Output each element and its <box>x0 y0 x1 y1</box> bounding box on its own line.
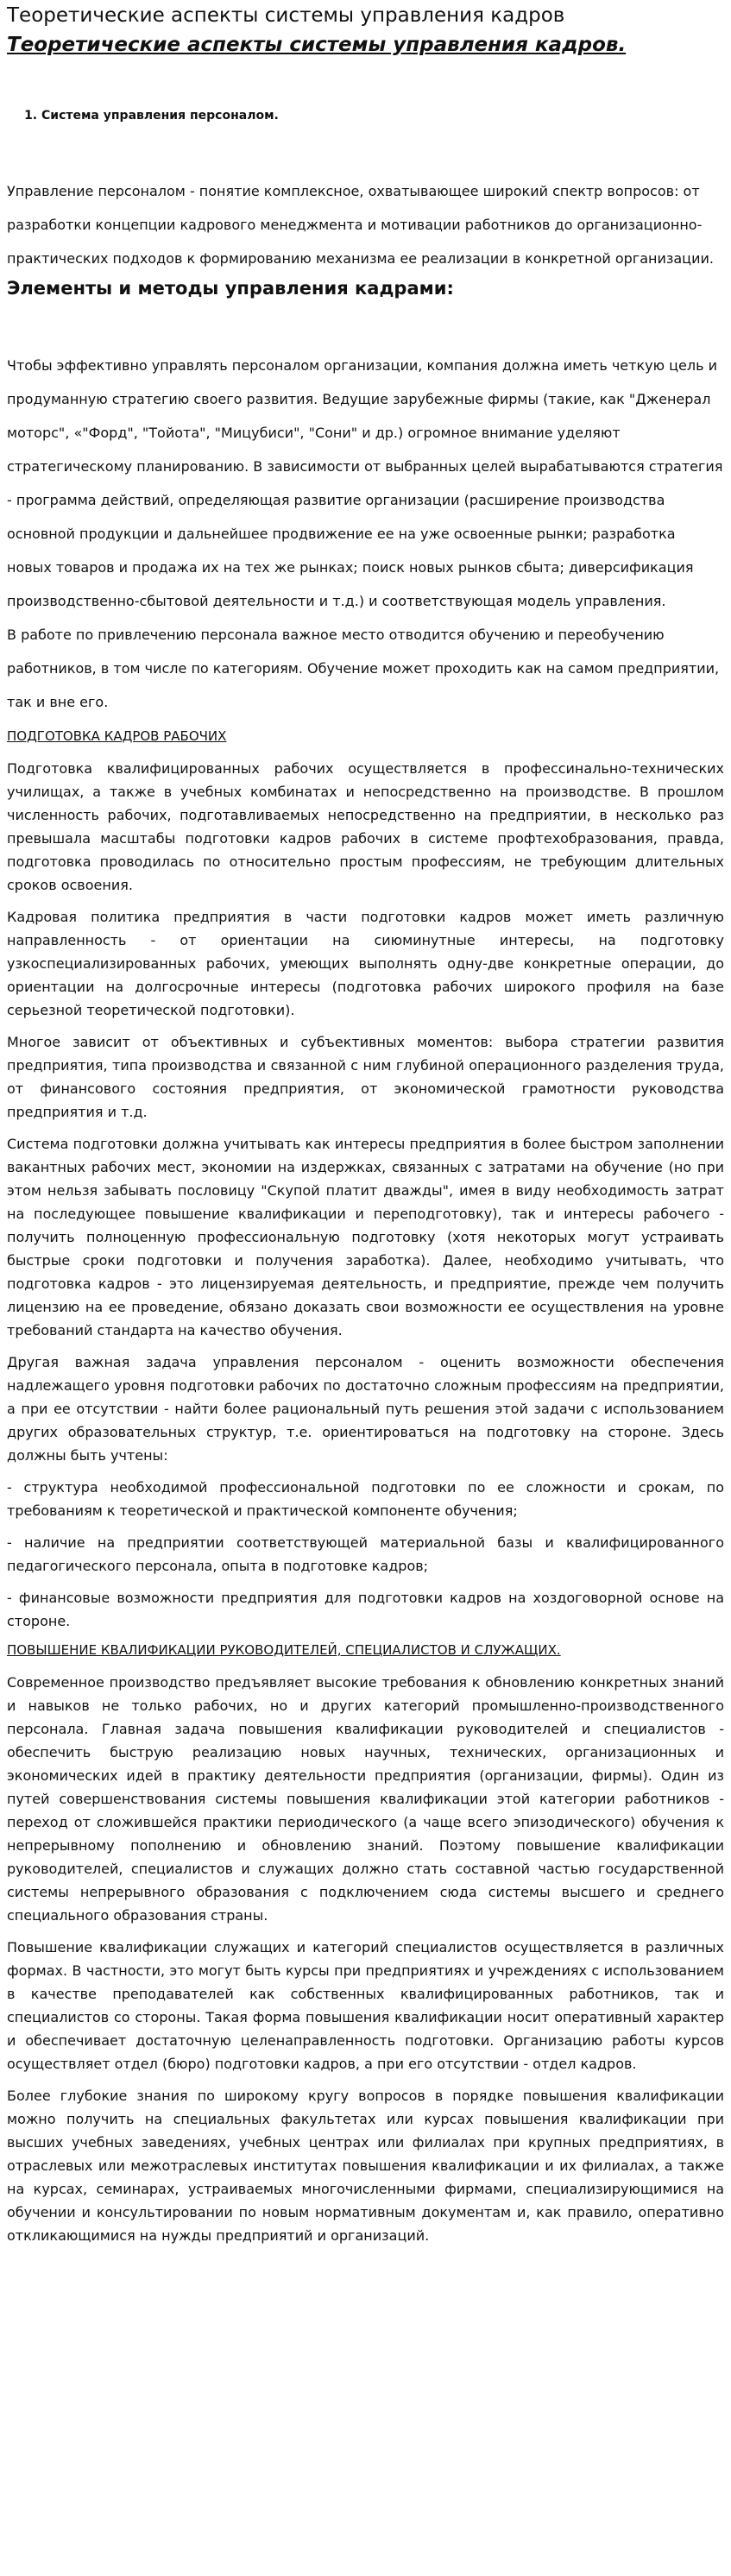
paragraph: Повышение квалификации служащих и категорий специалистов осуществляется в различных формах. В частности, это могут быть курсы при предприятиях и учреждениях с использованием в качестве преподавателей как собственных квалифицированных работников, так и специалистов со стороны. Такая форма повышения квалификации носит оперативный характер и обеспечивает достаточную целенаправленность подготовки. Организацию работы курсов осуществляет отдел (бюро) подготовки кадров, а при его отсутствии - отдел кадров. <box>7 1938 724 2072</box>
section-heading: Элементы и методы управления кадрами: <box>7 278 454 299</box>
paragraph: Подготовка квалифицированных рабочих осуществляется в профессинально-технических училищах, а также в учебных комбинатах и непосредственно на производстве. В прошлом численность рабочих, подготавливаемых непосредственно на предприятии, в несколько раз превышала масштабы подготовки кадров рабочих в системе профтехобразования, правда, подготовка проводилась по относительно простым профессиям, не требующим длительных сроков освоения. <box>7 760 724 894</box>
paragraph: Другая важная задача управления персоналом - оценить возможности обеспечения надлежащего уровня подготовки рабочих по достаточно сложным профессиям на предприятии, а при ее отсутствии - найти более рациональный путь решения этой задачи с использованием других образовательных структур, т.е. ориентироваться на подготовку на стороне. Здесь должны быть учтены: <box>7 1354 724 1464</box>
section-qualification <box>7 1671 724 2247</box>
list-item: 1. Система управления персоналом. <box>41 107 724 124</box>
training-paragraph: В работе по привлечению персонала важное место отводится обучению и переобучению работников, в том числе по категориям. Обучение может проходить как на самом предприятии, так и вне его. <box>7 627 720 711</box>
paragraph: Система подготовки должна учитывать как интересы предприятия в более быстром заполнении вакантных рабочих мест, экономии на издержках, связанных с затратами на обучение (но при этом нельзя забывать пословицу "Скупой платит дважды", имея в виду необходимость затрат на последующее повышение квалификации и переподготовку), так и интересы рабочего - получить полноценную профессиональную подготовку (хотя некоторых могут устраивать быстрые сроки подготовки и получения заработка). Далее, необходимо учитывать, что подготовка кадров - это лицензируемая деятельность, и предприятие, прежде чем получить лицензию на ее проведение, обязано доказать свои возможности ее осуществления на уровне требований стандарта на качество обучения. <box>7 1136 724 1339</box>
paragraph: - структура необходимой профессиональной подготовки по ее сложности и срокам, по требованиям к теоретической и практической компоненте обучения; <box>7 1479 724 1520</box>
paragraph: Современное производство предъявляет высокие требования к обновлению конкретных знаний и навыков не только рабочих, но и других категорий промышленно-производственного персонала. Главная задача повышения квалификации руководителей и специалистов - обеспечить быструю реализацию новых научных, технических, организационных и экономических идей в практику деятельности предприятия (организации, фирмы). Один из путей совершенствования системы повышения квалификации этой категории работников - переход от сложившейся практики периодического (а чаще всего эпизодического) обучения к непрерывному пополнению и обновлению знаний. Поэтому повышение квалификации руководителей, специалистов и служащих должно стать составной частью государственной системы непрерывного образования с подключением сюда системы высшего и среднего специального образования страны. <box>7 1673 724 1924</box>
subheading-qualification: ПОВЫШЕНИЕ КВАЛИФИКАЦИИ РУКОВОДИТЕЛЕЙ, СПЕЦИАЛИСТОВ И СЛУЖАЩИХ. <box>7 1642 561 1659</box>
page-title: Теоретические аспекты системы управления кадров <box>7 4 565 27</box>
document-heading: Теоретические аспекты системы управления кадров. <box>7 33 627 56</box>
paragraph: - наличие на предприятии соответствующей материальной базы и квалифицированного педагогического персонала, опыта в подготовке кадров; <box>7 1534 724 1575</box>
paragraph: Кадровая политика предприятия в части подготовки кадров может иметь различную направленность - от ориентации на сиюминутные интересы, на подготовку узкоспециализированных рабочих, умеющих выполнять одну-две конкретные операции, до ориентации на долгосрочные интересы (подготовка рабочих широкого профиля на базе серьезной теоретической подготовки). <box>7 909 724 1019</box>
section-workers-training <box>7 757 724 1633</box>
strategy-paragraph: Чтобы эффективно управлять персоналом организации, компания должна иметь четкую цель и продуманную стратегию своего развития. Ведущие зарубежные фирмы (такие, как "Дженерал моторс", «"Форд", "Тойота", "Мицубиси", "Сони" и др.) огромное внимание уделяют стратегическому планированию. В зависимости от выбранных целей вырабатываются стратегия - программа действий, определяющая развитие организации (расширение производства основной продукции и дальнейшее продвижение ее на уже освоенные рынки; разработка новых товаров и продажа их на тех же рынках; поиск новых рынков сбыта; диверсификация производственно-сбытовой деятельности и т.д.) и соответствующая модель управления. <box>7 357 723 610</box>
subheading-workers-training: ПОДГОТОВКА КАДРОВ РАБОЧИХ <box>7 728 227 745</box>
intro-paragraph: Управление персоналом - понятие комплексное, охватывающее широкий спектр вопросов: от разработки концепции кадрового менеджмента и мотивации работников до организационно-практических подходов к формированию механизма ее реализации в конкретной организации. <box>7 183 714 268</box>
paragraph: Многое зависит от объективных и субъективных моментов: выбора стратегии развития предприятия, типа производства и связанной с ним глубиной операционного разделения труда, от финансового состояния предприятия, от экономической грамотности руководства предприятия и т.д. <box>7 1034 724 1121</box>
paragraph: - финансовые возможности предприятия для подготовки кадров на хоздоговорной основе на стороне. <box>7 1590 724 1630</box>
numbered-list <box>7 107 724 124</box>
paragraph: Более глубокие знания по широкому кругу вопросов в порядке повышения квалификации можно получить на специальных факультетах или курсах повышения квалификации при высших учебных заведениях, учебных центрах или филиалах при крупных предприятиях, в отраслевых или межотраслевых институтах повышения квалификации и их филиалах, а также на курсах, семинарах, устраиваемых многочисленными фирмами, специализирующимися на обучении и консультировании по новым нормативным документам и, как правило, оперативно откликающимися на нужды предприятий и организаций. <box>7 2087 724 2244</box>
strategy-block <box>7 349 724 719</box>
